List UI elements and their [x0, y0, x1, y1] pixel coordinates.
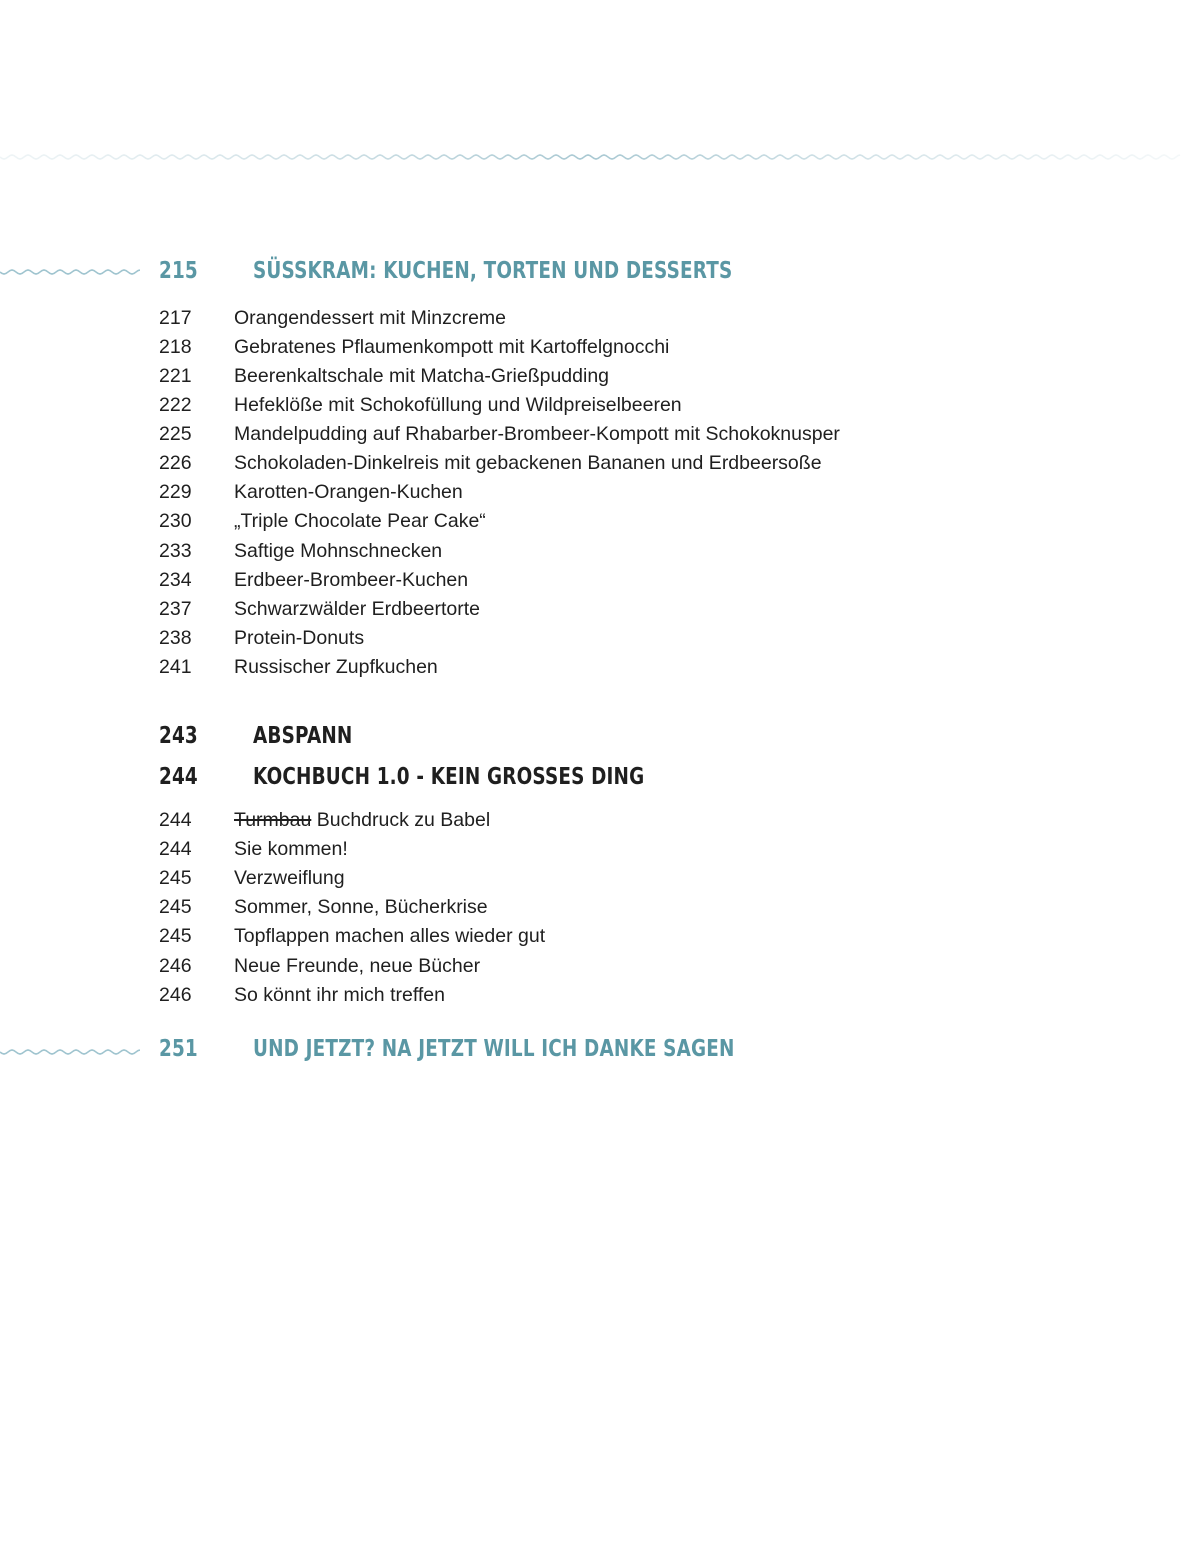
- toc-entry[interactable]: [159, 809, 490, 832]
- toc-heading[interactable]: [159, 764, 742, 790]
- page-number: 245: [159, 925, 192, 947]
- toc-entry[interactable]: [159, 627, 364, 650]
- page-number: 244: [159, 809, 192, 831]
- entry-title: Sommer, Sonne, Bücherkrise: [234, 896, 488, 918]
- entry-title: Schwarzwälder Erdbeertorte: [234, 598, 481, 620]
- toc-entry[interactable]: [159, 510, 486, 533]
- toc-entry[interactable]: [159, 838, 348, 861]
- entry-title: Beerenkaltschale mit Matcha-Grießpudding: [234, 365, 610, 387]
- page-number: 241: [159, 656, 192, 678]
- entry-title: Karotten-Orangen-Kuchen: [234, 481, 463, 503]
- page-number: 245: [159, 896, 192, 918]
- entry-title: So könnt ihr mich treffen: [234, 984, 445, 1006]
- page-number: 244: [159, 838, 192, 860]
- page-number: 245: [159, 867, 192, 889]
- entry-title: Erdbeer-Brombeer-Kuchen: [234, 569, 469, 591]
- toc-entry[interactable]: [159, 656, 438, 679]
- page-number: 244: [159, 764, 198, 790]
- toc-heading[interactable]: [159, 1036, 855, 1062]
- entry-title: Mandelpudding auf Rhabarber-Brombeer-Kompott mit Schokoknusper: [234, 423, 840, 445]
- heading-title: ABSPANN: [253, 723, 353, 749]
- heading-title: SÜSSKRAM: KUCHEN, TORTEN UND DESSERTS: [253, 258, 733, 284]
- entry-title: [234, 809, 490, 832]
- entry-title: Topflappen machen alles wieder gut: [234, 925, 546, 947]
- heading-title: KOCHBUCH 1.0 - KEIN GROSSES DING: [253, 764, 645, 790]
- page-number: 237: [159, 598, 192, 620]
- entry-title: Schokoladen-Dinkelreis mit gebackenen Bananen und Erdbeersoße: [234, 452, 822, 474]
- top-wave-divider: [0, 150, 1181, 164]
- toc-heading[interactable]: [159, 723, 377, 749]
- page-number: 221: [159, 365, 192, 387]
- entry-title: Gebratenes Pflaumenkompott mit Kartoffelgnocchi: [234, 336, 670, 358]
- page-number: 230: [159, 510, 192, 532]
- toc-entry[interactable]: [159, 365, 609, 388]
- page-number: 225: [159, 423, 192, 445]
- page-number: 217: [159, 307, 192, 329]
- page-number: 215: [159, 258, 198, 284]
- toc-entry[interactable]: [159, 452, 822, 475]
- toc-entry[interactable]: [159, 896, 488, 919]
- page-number: 233: [159, 540, 192, 562]
- toc-entry[interactable]: [159, 336, 669, 359]
- page-number: 218: [159, 336, 192, 358]
- toc-entry[interactable]: [159, 569, 468, 592]
- section-wave-marker: [0, 265, 140, 279]
- entry-title: Verzweiflung: [234, 867, 345, 889]
- entry-title: Hefeklöße mit Schokofüllung und Wildpreiselbeeren: [234, 394, 682, 416]
- page-number: 238: [159, 627, 192, 649]
- page-number: 226: [159, 452, 192, 474]
- entry-title: Russischer Zupfkuchen: [234, 656, 438, 678]
- entry-title: „Triple Chocolate Pear Cake“: [234, 510, 486, 532]
- toc-entry[interactable]: [159, 955, 480, 978]
- entry-title: Neue Freunde, neue Bücher: [234, 955, 481, 977]
- toc-entry[interactable]: [159, 540, 442, 563]
- struck-text: Turmbau: [234, 809, 312, 831]
- page-number: 243: [159, 723, 198, 749]
- entry-title-rest: Buchdruck zu Babel: [311, 809, 491, 831]
- toc-entry[interactable]: [159, 481, 463, 504]
- section-wave-marker: [0, 1045, 140, 1059]
- toc-entry[interactable]: [159, 307, 506, 330]
- toc-entry[interactable]: [159, 423, 840, 446]
- page-number: 222: [159, 394, 192, 416]
- entry-title: Protein-Donuts: [234, 627, 365, 649]
- toc-entry[interactable]: [159, 394, 682, 417]
- page-number: 251: [159, 1036, 198, 1062]
- entry-title: Sie kommen!: [234, 838, 348, 860]
- toc-entry[interactable]: [159, 925, 545, 948]
- entry-title: Saftige Mohnschnecken: [234, 540, 443, 562]
- page-number: 246: [159, 955, 192, 977]
- page-number: 246: [159, 984, 192, 1006]
- entry-title: Orangendessert mit Minzcreme: [234, 307, 507, 329]
- toc-entry[interactable]: [159, 867, 345, 890]
- heading-title: UND JETZT? NA JETZT WILL ICH DANKE SAGEN: [253, 1036, 735, 1062]
- toc-entry[interactable]: [159, 598, 480, 621]
- page-number: 234: [159, 569, 192, 591]
- toc-heading[interactable]: [159, 258, 852, 284]
- page-number: 229: [159, 481, 192, 503]
- toc-entry[interactable]: [159, 984, 445, 1007]
